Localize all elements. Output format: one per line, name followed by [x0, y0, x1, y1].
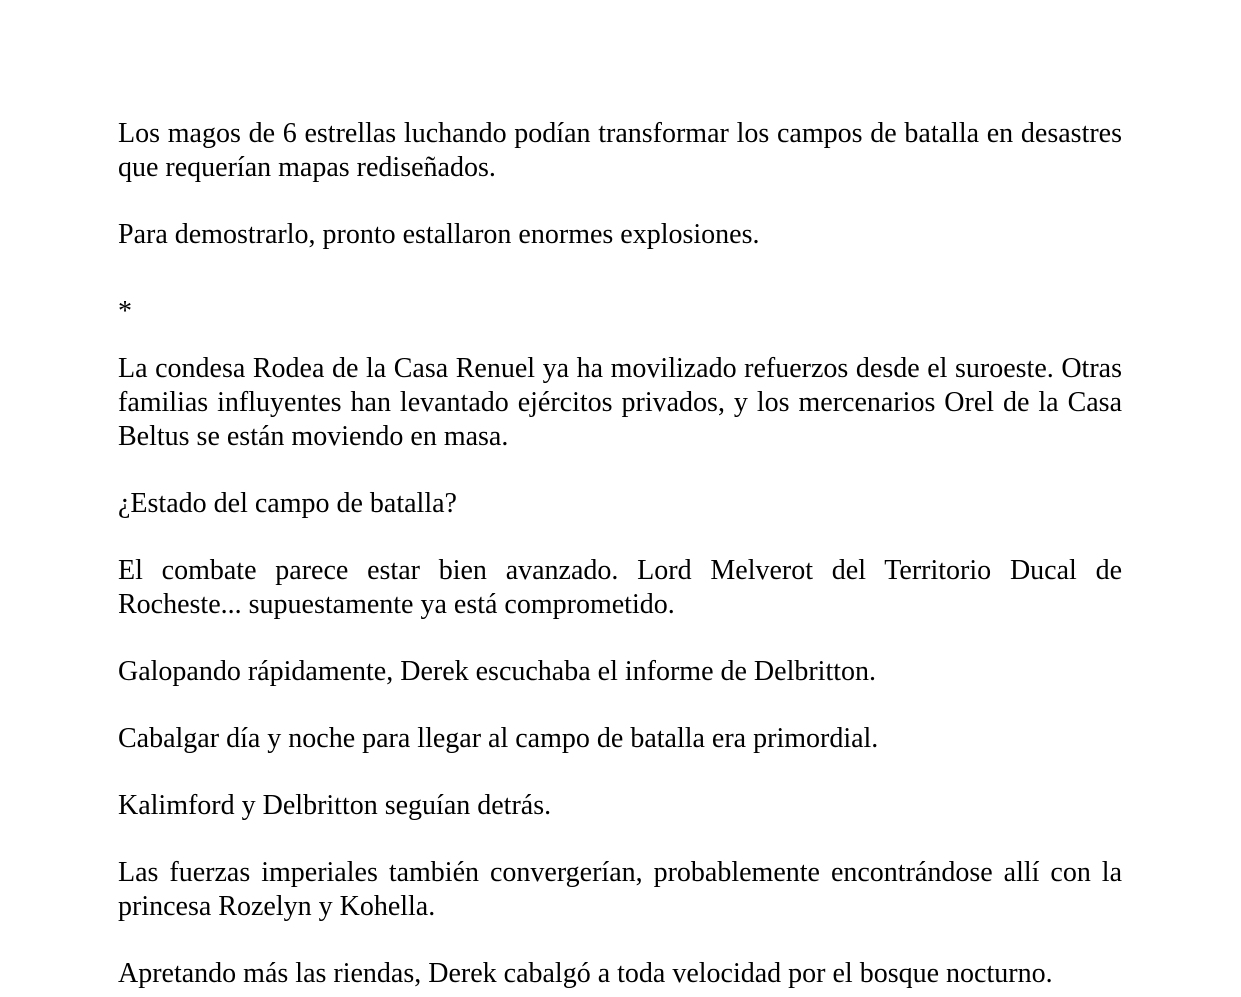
paragraph: Las fuerzas imperiales también convergerían, probablemente encontrándose allí con la princesa Rozelyn y Kohella. [118, 857, 1122, 922]
paragraph: Apretando más las riendas, Derek cabalgó a toda velocidad por el bosque nocturno. [118, 958, 1053, 989]
paragraph: Para demostrarlo, pronto estallaron enormes explosiones. [118, 219, 760, 250]
paragraph: Los magos de 6 estrellas luchando podían transformar los campos de batalla en desastres que requerían mapas rediseñados. [118, 118, 1122, 183]
paragraph: La condesa Rodea de la Casa Renuel ya ha movilizado refuerzos desde el suroeste. Otras familias influyentes han levantado ejércitos privados, y los mercenarios Orel de la Casa Beltus se están moviendo en masa. [118, 353, 1122, 452]
paragraph: Kalimford y Delbritton seguían detrás. [118, 790, 552, 821]
scene-break: * [118, 296, 132, 327]
paragraph: Cabalgar día y noche para llegar al campo de batalla era primordial. [118, 723, 879, 754]
document-body [118, 117, 1122, 997]
paragraph: Galopando rápidamente, Derek escuchaba el informe de Delbritton. [118, 656, 877, 687]
paragraph: El combate parece estar bien avanzado. Lord Melverot del Territorio Ducal de Rocheste... supuestamente ya está comprometido. [118, 555, 1122, 620]
paragraph: ¿Estado del campo de batalla? [118, 488, 457, 519]
